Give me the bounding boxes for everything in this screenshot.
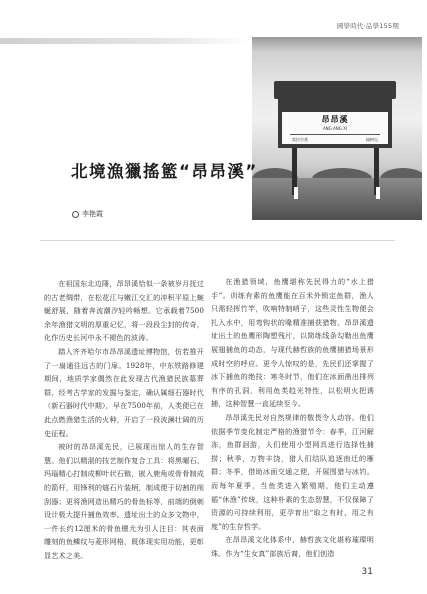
- paragraph: 在渔猎领域，鱼鹰堪称先民得力的“水上猎手”。训练有素的鱼鹰能在百米外锁定鱼群，渔人只需轻挥竹竿，吹响特制哨子，这些灵性生物便会扎入水中，用弯钩状的喙精准捕获猎物。昂昂溪遗址出土的鱼鹰形陶塑残片，以简练线条勾勒出鱼鹰展翅捕鱼的动态，与现代赫哲族的鱼鹰捕猎场景形成时空的呼应。更令人惊叹的是，先民们还掌握了冰下捕鱼的绝技：寒冬时节，他们在冰面凿出排列有序的孔洞，利用鱼类趋光特性，以松明火把诱捕，这种智慧一直延续至今。: [211, 277, 374, 409]
- article-title: 北境漁獵搖籃“昂昂溪”: [71, 162, 258, 181]
- station-sign-photo: [252, 37, 422, 220]
- body-column-right: [211, 275, 374, 560]
- body-column-left: [44, 277, 204, 562]
- paragraph: 在昂昂溪文化体系中，赫哲族文化堪称璀璨明珠。作为“生女真”部族后裔，他们创造: [211, 535, 374, 558]
- author-name: 李艳霞: [82, 210, 103, 218]
- post-stripe: [294, 187, 298, 199]
- running-head: 國學時代·品學155期: [336, 22, 399, 30]
- paragraph: 昂昂溪先民对自然规律的敬畏令人动容。他们依据季节变化制定严格的渔猎节令：春季，江河解冻，鱼群洄游，人们使用小型网具进行选择性捕捞；秋季，万物丰饶，猎人们结队追逐南迁的雁群；冬季，借助冰面交通之便，开展围猎与冰钓。而每年夏季，当鱼类进入繁殖期，他们主动遵循“休渔”传统，这种朴素的生态智慧，不仅保障了资源的可持续利用，更孕育出“取之有时、用之有度”的生存哲学。: [211, 412, 374, 531]
- author-line: [72, 209, 103, 219]
- station-sign: [278, 92, 392, 148]
- title-divider: [40, 240, 395, 241]
- sign-station-name: 昂昂溪: [321, 115, 349, 124]
- sign-pinyin: ANG ANG XI: [322, 126, 348, 131]
- post-stripe: [376, 187, 380, 199]
- ground: [252, 178, 422, 220]
- page-number: 31: [361, 567, 373, 577]
- paragraph: 在祖国东北边陲，昂昂溪恰似一条被岁月抚过的古老绸带，在松花江与嫩江交汇的冲积平原上蜿蜒舒展，随着奔流潮汐轻吟畅想。它承载着7500余年渔猎文明的厚重记忆，将一段段尘封的传奇，化作历史长河中永不褪色的波涛。: [44, 279, 204, 343]
- sign-stations: [292, 137, 378, 143]
- sign-divider: [290, 134, 380, 135]
- header-band: [0, 38, 250, 44]
- sign-left-station: 富拉尔基: [292, 137, 308, 142]
- paragraph: 踏入齐齐哈尔市昂昂溪遗址博物馆，仿若推开了一扇通往远古的门扉。1928年，中东铁路修建期间，地质学家偶然在此发现古代渔猎民族墓葬群，经考古学家的发掘与鉴定，确认属细石器时代（新石器时代中期），早在7500年前，人类便已在此点燃渔猎生活的火种，开启了一段波澜壮阔的历史征程。: [44, 346, 204, 438]
- paragraph: 被时的昂昂溪先民，已展现出惊人的生存智慧。他们以精湛的技艺制作复合工具：将黑曜石、玛瑙精心打制成柳叶状石镞，嵌入鹿角或骨骨制成的箭杆，用锋利的燧石片装柄，制成便于切割的削刮器；更将渔网造出精巧的骨鱼标等，前端的倒刺设计极大提升捕鱼效率。遗址出土的众多文物中，一件长约12厘米的骨鱼镖尤为引人注目：其表面雕刻的鱼鳞纹与菱形网格，既体现实用功能，更彰显艺术之美。: [44, 442, 204, 560]
- sign-right-station: 榆树屯: [366, 137, 378, 142]
- author-bullet-icon: [72, 211, 79, 218]
